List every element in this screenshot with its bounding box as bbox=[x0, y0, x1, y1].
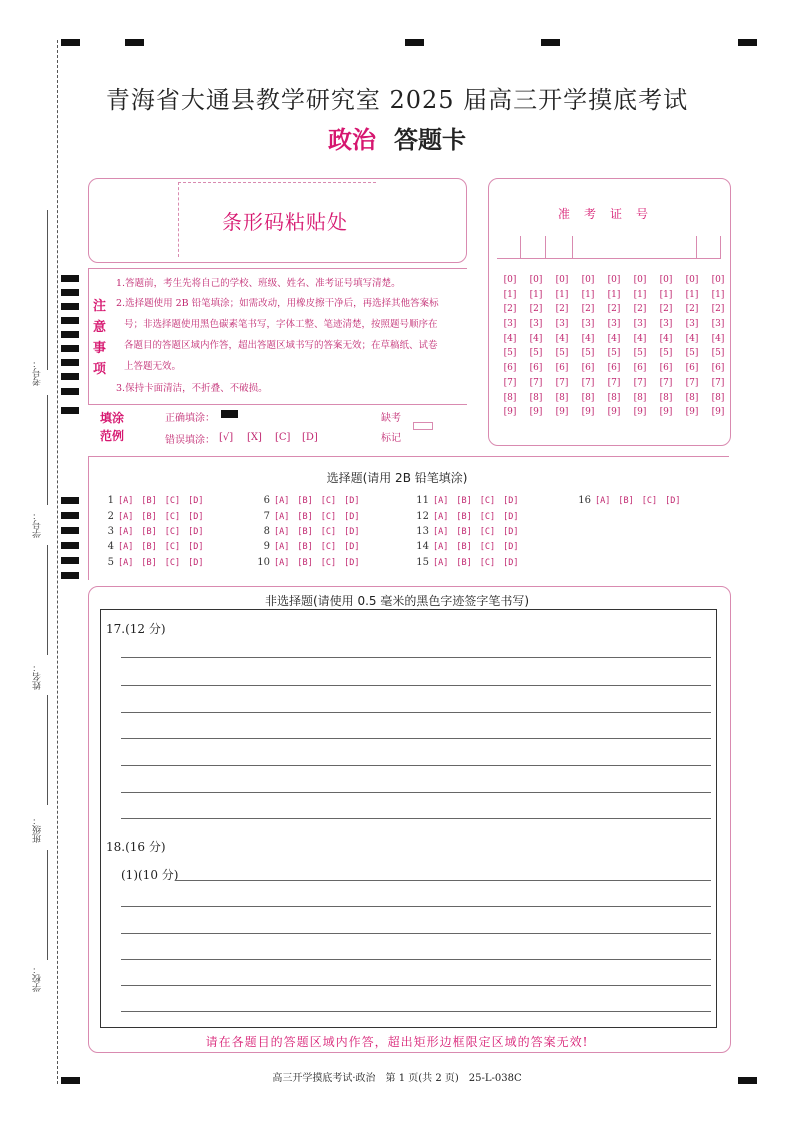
mc-option-bubble[interactable]: [A] bbox=[274, 558, 290, 568]
exam-id-bubble[interactable]: [0] bbox=[633, 275, 647, 285]
mc-question bbox=[415, 511, 526, 522]
exam-id-bubble[interactable]: [9] bbox=[503, 407, 517, 418]
exam-id-bubble[interactable]: [3] bbox=[503, 319, 517, 330]
mc-question bbox=[256, 526, 367, 537]
mc-option-bubble[interactable]: [C] bbox=[479, 496, 496, 506]
notes-title-char: 意 bbox=[93, 320, 107, 335]
mc-question-number: 4 bbox=[107, 541, 114, 552]
wrong-fill-mark: [D] bbox=[302, 432, 318, 443]
absent-mark-box[interactable] bbox=[413, 422, 433, 430]
exam-id-bubble[interactable]: [8] bbox=[607, 392, 621, 403]
exam-id-bubble[interactable]: [9] bbox=[607, 407, 621, 418]
registration-mark bbox=[125, 39, 144, 46]
exam-id-bubble[interactable]: [0] bbox=[685, 275, 699, 285]
timing-mark bbox=[61, 317, 79, 324]
mc-option-bubble[interactable]: [B] bbox=[297, 527, 313, 537]
mc-option-bubble[interactable]: [B] bbox=[297, 558, 313, 568]
mc-option-bubble[interactable]: [B] bbox=[141, 527, 157, 537]
answer-line bbox=[175, 880, 711, 881]
exam-id-bubble[interactable]: [4] bbox=[633, 333, 647, 344]
exam-id-bubble[interactable]: [3] bbox=[633, 319, 647, 330]
mc-option-bubble[interactable]: [A] bbox=[118, 527, 134, 537]
exam-id-bubble[interactable]: [8] bbox=[685, 392, 699, 403]
timing-mark bbox=[61, 345, 79, 352]
mc-question bbox=[256, 495, 367, 506]
exam-id-bubble[interactable]: [6] bbox=[711, 363, 725, 374]
exam-id-title: 准考证号 bbox=[558, 207, 663, 221]
exam-id-bubble[interactable]: [5] bbox=[659, 348, 673, 359]
exam-id-bubble[interactable]: [0] bbox=[529, 275, 543, 285]
exam-id-bubble[interactable]: [7] bbox=[659, 377, 673, 388]
mc-option-bubble[interactable]: [D] bbox=[188, 496, 204, 506]
notes-title bbox=[93, 296, 107, 380]
mc-question bbox=[100, 541, 211, 552]
page-footer: 高三开学摸底考试·政治 第 1 页(共 2 页) 25-L-038C bbox=[272, 1073, 522, 1084]
exam-id-divider bbox=[545, 236, 546, 258]
mc-question-number: 10 bbox=[257, 557, 270, 568]
exam-id-bubble[interactable]: [2] bbox=[581, 304, 595, 315]
answer-card-label: 答题卡 bbox=[394, 125, 466, 154]
answer-line bbox=[121, 959, 711, 960]
exam-id-column bbox=[708, 273, 728, 420]
exam-id-bubble[interactable]: [0] bbox=[659, 275, 673, 285]
exam-id-bubble[interactable]: [3] bbox=[659, 319, 673, 330]
sideline bbox=[47, 395, 48, 505]
exam-id-bubble[interactable]: [7] bbox=[529, 377, 543, 388]
exam-id-bubble[interactable]: [4] bbox=[529, 333, 543, 344]
mc-option-bubble[interactable]: [C] bbox=[320, 496, 337, 506]
timing-mark bbox=[61, 373, 79, 380]
timing-mark bbox=[61, 359, 79, 366]
exam-id-column bbox=[656, 273, 676, 420]
note-line: 2.选择题使用 2B 铅笔填涂；如需改动，用橡皮擦干净后，再选择其他答案标 bbox=[116, 298, 439, 309]
exam-id-bubble[interactable]: [2] bbox=[659, 304, 673, 315]
question-18-label: 18.(16 分) bbox=[106, 840, 166, 854]
mc-question bbox=[256, 511, 367, 522]
wrong-fill-mark: [C] bbox=[275, 432, 291, 443]
mc-option-bubble[interactable]: [B] bbox=[141, 558, 157, 568]
exam-id-bubble[interactable]: [2] bbox=[529, 304, 543, 315]
exam-id-bubble[interactable]: [3] bbox=[685, 319, 699, 330]
mc-option-bubble[interactable]: [A] bbox=[118, 558, 134, 568]
exam-subtitle bbox=[0, 120, 794, 155]
exam-id-divider bbox=[520, 236, 521, 258]
mc-option-bubble[interactable]: [A] bbox=[274, 542, 290, 552]
timing-mark bbox=[61, 275, 79, 282]
exam-id-bubble[interactable]: [1] bbox=[503, 289, 517, 300]
exam-id-bubble[interactable]: [8] bbox=[633, 392, 647, 403]
question-18-part1-label: (1)(10 分) bbox=[121, 868, 179, 882]
mc-question bbox=[577, 495, 688, 506]
side-label-school: 学校： bbox=[33, 965, 43, 992]
exam-id-bubble[interactable]: [7] bbox=[685, 377, 699, 388]
note-line: 上答题无效。 bbox=[124, 361, 182, 372]
exam-id-bubble[interactable]: [0] bbox=[711, 275, 725, 285]
answer-line bbox=[121, 906, 711, 907]
exam-id-divider bbox=[572, 236, 573, 258]
mc-question-number: 12 bbox=[416, 511, 429, 522]
notes-title-char: 项 bbox=[93, 362, 107, 377]
mc-option-bubble[interactable]: [D] bbox=[665, 496, 681, 506]
mc-option-bubble[interactable]: [A] bbox=[433, 542, 449, 552]
mc-question bbox=[100, 526, 211, 537]
correct-fill-label: 正确填涂： bbox=[165, 413, 215, 424]
note-line: 号；非选择题使用黑色碳素笔书写，字体工整、笔迹清楚，按照题号顺序在 bbox=[124, 319, 438, 330]
barcode-label: 条形码粘贴处 bbox=[222, 210, 348, 234]
mc-option-bubble[interactable]: [A] bbox=[433, 558, 449, 568]
timing-mark bbox=[61, 388, 79, 395]
exam-id-bubble[interactable]: [4] bbox=[555, 333, 569, 344]
exam-id-bubble[interactable]: [6] bbox=[607, 363, 621, 374]
mc-option-bubble[interactable]: [B] bbox=[297, 496, 313, 506]
mc-question-number: 5 bbox=[107, 557, 114, 568]
mc-option-bubble[interactable]: [C] bbox=[164, 512, 181, 522]
exam-id-bubble[interactable]: [1] bbox=[659, 289, 673, 300]
mc-option-bubble[interactable]: [C] bbox=[320, 527, 337, 537]
mc-question-number: 15 bbox=[416, 557, 429, 568]
exam-id-bubble[interactable]: [7] bbox=[555, 377, 569, 388]
exam-id-bubble[interactable]: [4] bbox=[659, 333, 673, 344]
mc-question bbox=[256, 557, 367, 568]
sideline bbox=[47, 210, 48, 370]
exam-id-bubble[interactable]: [0] bbox=[503, 275, 517, 285]
mc-option-bubble[interactable]: [D] bbox=[344, 527, 360, 537]
mc-option-bubble[interactable]: [C] bbox=[320, 542, 337, 552]
mc-option-bubble[interactable]: [B] bbox=[297, 512, 313, 522]
exam-id-bubble[interactable]: [9] bbox=[633, 407, 647, 418]
mc-option-bubble[interactable]: [D] bbox=[344, 496, 360, 506]
exam-id-column bbox=[500, 273, 520, 420]
sideline bbox=[47, 695, 48, 805]
mc-option-bubble[interactable]: [D] bbox=[188, 527, 204, 537]
exam-id-bubble[interactable]: [1] bbox=[711, 289, 725, 300]
exam-id-bubble[interactable]: [8] bbox=[711, 392, 725, 403]
exam-id-bubble[interactable]: [2] bbox=[685, 304, 699, 315]
mc-option-bubble[interactable]: [D] bbox=[344, 512, 360, 522]
mc-question-number: 2 bbox=[107, 511, 114, 522]
mc-option-bubble[interactable]: [B] bbox=[456, 512, 472, 522]
exam-id-bubble[interactable]: [2] bbox=[607, 304, 621, 315]
exam-id-bubble[interactable]: [6] bbox=[685, 363, 699, 374]
exam-id-bubble[interactable]: [5] bbox=[581, 348, 595, 359]
exam-id-bubble[interactable]: [1] bbox=[633, 289, 647, 300]
answer-line bbox=[121, 985, 711, 986]
exam-id-bubble[interactable]: [0] bbox=[607, 275, 621, 285]
exam-id-bubble[interactable]: [2] bbox=[503, 304, 517, 315]
exam-id-bubble[interactable]: [1] bbox=[555, 289, 569, 300]
answer-line bbox=[121, 657, 711, 658]
mc-option-bubble[interactable]: [D] bbox=[503, 496, 519, 506]
registration-mark bbox=[405, 39, 424, 46]
mc-option-bubble[interactable]: [A] bbox=[595, 496, 611, 506]
mc-option-bubble[interactable]: [D] bbox=[503, 558, 519, 568]
exam-id-bubble[interactable]: [7] bbox=[711, 377, 725, 388]
exam-id-bubble[interactable]: [0] bbox=[581, 275, 595, 285]
mc-question-number: 3 bbox=[107, 526, 114, 537]
exam-id-bubble[interactable]: [6] bbox=[659, 363, 673, 374]
exam-id-bubble[interactable]: [4] bbox=[711, 333, 725, 344]
mc-question bbox=[256, 541, 367, 552]
absent-label: 缺考 bbox=[381, 413, 401, 424]
absent-label: 标记 bbox=[381, 433, 401, 444]
exam-id-column bbox=[552, 273, 572, 420]
mc-option-bubble[interactable]: [C] bbox=[164, 542, 181, 552]
timing-mark bbox=[61, 512, 79, 519]
answer-line bbox=[121, 765, 711, 766]
mc-question bbox=[415, 495, 526, 506]
mc-option-bubble[interactable]: [A] bbox=[118, 542, 134, 552]
mc-option-bubble[interactable]: [B] bbox=[618, 496, 634, 506]
exam-id-column bbox=[682, 273, 702, 420]
mc-question-number: 11 bbox=[416, 495, 429, 506]
exam-id-bubble[interactable]: [3] bbox=[607, 319, 621, 330]
mc-option-bubble[interactable]: [D] bbox=[188, 512, 204, 522]
mc-option-bubble[interactable]: [B] bbox=[297, 542, 313, 552]
exam-id-divider bbox=[696, 236, 697, 258]
registration-mark bbox=[61, 39, 80, 46]
mc-question bbox=[100, 495, 211, 506]
answer-line bbox=[121, 792, 711, 793]
mc-question-number: 14 bbox=[416, 541, 429, 552]
note-line: 3.保持卡面清洁，不折叠、不破损。 bbox=[116, 383, 268, 394]
exam-id-bubble[interactable]: [2] bbox=[633, 304, 647, 315]
mc-option-bubble[interactable]: [C] bbox=[479, 542, 496, 552]
exam-id-bubble[interactable]: [6] bbox=[503, 363, 517, 374]
exam-id-bubble[interactable]: [7] bbox=[503, 377, 517, 388]
exam-id-bubble[interactable]: [9] bbox=[659, 407, 673, 418]
wrong-fill-mark: [X] bbox=[247, 432, 262, 443]
exam-id-bubble[interactable]: [3] bbox=[711, 319, 725, 330]
exam-id-bubble[interactable]: [9] bbox=[529, 407, 543, 418]
mc-option-bubble[interactable]: [A] bbox=[274, 512, 290, 522]
mc-title: 选择题(请用 2B 铅笔填涂) bbox=[326, 471, 468, 485]
exam-id-bubble[interactable]: [4] bbox=[685, 333, 699, 344]
side-label-name: 姓名： bbox=[33, 663, 43, 690]
mc-option-bubble[interactable]: [D] bbox=[344, 542, 360, 552]
answer-line bbox=[121, 738, 711, 739]
exam-id-column bbox=[604, 273, 624, 420]
exam-id-bubble[interactable]: [9] bbox=[581, 407, 595, 418]
mc-question bbox=[100, 511, 211, 522]
barcode-dashed-divider bbox=[178, 182, 179, 257]
mc-option-bubble[interactable]: [C] bbox=[479, 527, 496, 537]
mc-question-number: 8 bbox=[263, 526, 270, 537]
fill-example-title: 范例 bbox=[100, 429, 125, 443]
mc-option-bubble[interactable]: [A] bbox=[274, 496, 290, 506]
exam-id-bubble[interactable]: [6] bbox=[529, 363, 543, 374]
mc-section-top bbox=[88, 456, 729, 457]
exam-id-bubble[interactable]: [9] bbox=[685, 407, 699, 418]
timing-mark bbox=[61, 527, 79, 534]
mc-option-bubble[interactable]: [D] bbox=[503, 512, 519, 522]
registration-mark bbox=[541, 39, 560, 46]
mc-question-number: 9 bbox=[263, 541, 270, 552]
timing-mark bbox=[61, 542, 79, 549]
exam-id-bubble[interactable]: [6] bbox=[555, 363, 569, 374]
exam-id-bubble[interactable]: [8] bbox=[659, 392, 673, 403]
mc-option-bubble[interactable]: [C] bbox=[320, 558, 337, 568]
registration-mark bbox=[738, 39, 757, 46]
barcode-dashed-top bbox=[178, 182, 376, 183]
correct-fill-mark bbox=[221, 410, 238, 418]
exam-id-bubble[interactable]: [4] bbox=[503, 333, 517, 344]
mc-option-bubble[interactable]: [B] bbox=[141, 512, 157, 522]
mc-question-number: 1 bbox=[107, 495, 114, 506]
mc-option-bubble[interactable]: [C] bbox=[479, 512, 496, 522]
exam-id-bubble[interactable]: [7] bbox=[581, 377, 595, 388]
mc-option-bubble[interactable]: [C] bbox=[164, 527, 181, 537]
timing-mark bbox=[61, 497, 79, 504]
side-label-class: 班级： bbox=[33, 816, 43, 843]
notes-title-char: 事 bbox=[93, 341, 107, 356]
exam-id-bubble[interactable]: [2] bbox=[555, 304, 569, 315]
mc-option-bubble[interactable]: [D] bbox=[503, 527, 519, 537]
exam-id-column bbox=[630, 273, 650, 420]
mc-option-bubble[interactable]: [D] bbox=[503, 542, 519, 552]
exam-id-bubble[interactable]: [8] bbox=[555, 392, 569, 403]
mc-option-bubble[interactable]: [D] bbox=[344, 558, 360, 568]
notes-title-char: 注 bbox=[93, 299, 107, 314]
question-17-label: 17.(12 分) bbox=[106, 622, 166, 636]
exam-id-bubble[interactable]: [5] bbox=[555, 348, 569, 359]
subject-name: 政治 bbox=[328, 125, 376, 154]
sideline bbox=[47, 850, 48, 960]
mc-question-number: 7 bbox=[263, 511, 270, 522]
exam-id-bubble[interactable]: [9] bbox=[711, 407, 725, 418]
exam-id-bubble[interactable]: [1] bbox=[607, 289, 621, 300]
exam-id-bubble[interactable]: [4] bbox=[607, 333, 621, 344]
exam-id-bubble[interactable]: [5] bbox=[633, 348, 647, 359]
exam-title: 青海省大通县教学研究室 2025 届高三开学摸底考试 bbox=[105, 86, 689, 114]
mc-option-bubble[interactable]: [D] bbox=[188, 558, 204, 568]
timing-mark bbox=[61, 289, 79, 296]
answer-line bbox=[121, 933, 711, 934]
mc-option-bubble[interactable]: [B] bbox=[141, 496, 157, 506]
timing-mark bbox=[61, 303, 79, 310]
mc-option-bubble[interactable]: [A] bbox=[274, 527, 290, 537]
side-label-exam-no: 考号： bbox=[33, 359, 43, 386]
mc-option-bubble[interactable]: [B] bbox=[141, 542, 157, 552]
exam-id-column bbox=[526, 273, 546, 420]
timing-mark bbox=[61, 557, 79, 564]
mc-question bbox=[415, 541, 526, 552]
free-response-title: 非选择题(请使用 0.5 毫米的黑色字迹签字笔书写) bbox=[264, 594, 530, 608]
answer-line bbox=[121, 818, 711, 819]
timing-mark bbox=[61, 407, 79, 414]
exam-id-bubble[interactable]: [5] bbox=[607, 348, 621, 359]
mc-question bbox=[415, 526, 526, 537]
timing-mark bbox=[61, 331, 79, 338]
timing-mark bbox=[61, 572, 79, 579]
exam-id-column bbox=[578, 273, 598, 420]
exam-id-bubble[interactable]: [5] bbox=[685, 348, 699, 359]
exam-id-bubble[interactable]: [8] bbox=[503, 392, 517, 403]
mc-option-bubble[interactable]: [C] bbox=[479, 558, 496, 568]
answer-line bbox=[121, 712, 711, 713]
exam-id-bubble[interactable]: [8] bbox=[581, 392, 595, 403]
note-line: 1.答题前，考生先将自己的学校、班级、姓名、准考证号填写清楚。 bbox=[116, 278, 401, 289]
exam-id-bubble[interactable]: [3] bbox=[555, 319, 569, 330]
mc-option-bubble[interactable]: [A] bbox=[433, 496, 449, 506]
mc-question-number: 6 bbox=[263, 495, 270, 506]
exam-id-bubble[interactable]: [6] bbox=[581, 363, 595, 374]
exam-id-bubble[interactable]: [3] bbox=[581, 319, 595, 330]
exam-id-bubble[interactable]: [1] bbox=[581, 289, 595, 300]
exam-id-bubble[interactable]: [7] bbox=[607, 377, 621, 388]
mc-option-bubble[interactable]: [C] bbox=[320, 512, 337, 522]
exam-id-bubble[interactable]: [5] bbox=[711, 348, 725, 359]
mc-question-number: 13 bbox=[416, 526, 429, 537]
mc-option-bubble[interactable]: [A] bbox=[433, 527, 449, 537]
exam-id-bubble[interactable]: [8] bbox=[529, 392, 543, 403]
mc-option-bubble[interactable]: [D] bbox=[188, 542, 204, 552]
mc-question bbox=[100, 557, 211, 568]
exam-id-bubble[interactable]: [7] bbox=[633, 377, 647, 388]
mc-option-bubble[interactable]: [A] bbox=[433, 512, 449, 522]
exam-id-bubble[interactable]: [1] bbox=[529, 289, 543, 300]
side-label-student-no: 学号： bbox=[33, 511, 43, 538]
exam-id-write-row bbox=[497, 258, 721, 259]
wrong-fill-label: 错误填涂： bbox=[165, 435, 215, 446]
exam-id-bubble[interactable]: [5] bbox=[529, 348, 543, 359]
mc-option-bubble[interactable]: [B] bbox=[456, 496, 472, 506]
mc-option-bubble[interactable]: [C] bbox=[164, 558, 181, 568]
mc-option-bubble[interactable]: [C] bbox=[164, 496, 181, 506]
fill-example-title: 填涂 bbox=[100, 411, 125, 425]
exam-id-bubble[interactable]: [0] bbox=[555, 275, 569, 285]
mc-option-bubble[interactable]: [A] bbox=[118, 512, 134, 522]
footer-warning: 请在各题目的答题区域内作答，超出矩形边框限定区域的答案无效! bbox=[205, 1035, 589, 1049]
binding-dashed-line bbox=[57, 40, 58, 1084]
mc-question-number: 16 bbox=[578, 495, 591, 506]
note-line: 各题目的答题区域内作答，超出答题区域书写的答案无效；在草稿纸、试卷 bbox=[124, 340, 438, 351]
mc-question bbox=[415, 557, 526, 568]
exam-id-divider bbox=[720, 236, 721, 258]
exam-id-bubble[interactable]: [9] bbox=[555, 407, 569, 418]
mc-option-bubble[interactable]: [A] bbox=[118, 496, 134, 506]
exam-id-bubble[interactable]: [5] bbox=[503, 348, 517, 359]
mc-option-bubble[interactable]: [B] bbox=[456, 542, 472, 552]
exam-id-bubble[interactable]: [2] bbox=[711, 304, 725, 315]
exam-id-bubble[interactable]: [1] bbox=[685, 289, 699, 300]
exam-id-bubble[interactable]: [3] bbox=[529, 319, 543, 330]
mc-option-bubble[interactable]: [B] bbox=[456, 527, 472, 537]
answer-line bbox=[121, 1011, 711, 1012]
exam-id-bubble[interactable]: [4] bbox=[581, 333, 595, 344]
exam-id-bubble[interactable]: [6] bbox=[633, 363, 647, 374]
wrong-fill-mark: [√] bbox=[219, 432, 234, 443]
answer-line bbox=[121, 685, 711, 686]
mc-option-bubble[interactable]: [C] bbox=[641, 496, 658, 506]
mc-option-bubble[interactable]: [B] bbox=[456, 558, 472, 568]
